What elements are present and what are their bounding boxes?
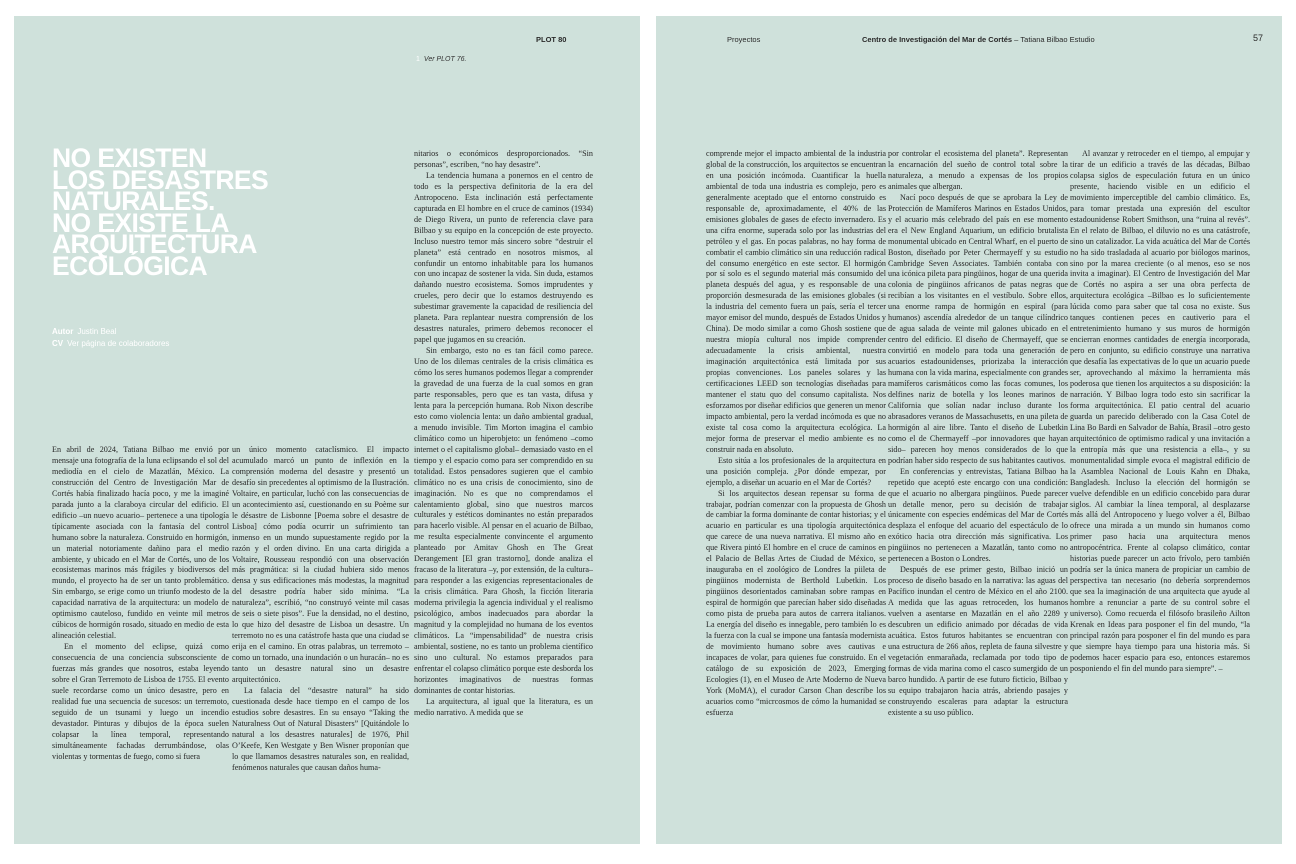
paragraph: Si los arquitectos desean repensar su forma de trabajar, podrían comenzar con la propuesta de Ghosh de cambiar la forma dominante de contar historias; y el acuario en particular es una tipología arquitectónica que carece de una nueva narrativa. El mismo año en que Rivera pintó El hombre en el cruce de caminos en el Palacio de Bellas Artes de Ciudad de México, se inauguraba en el zoológico de Londres la piileta de pingüinos modernista de Berthold Lubetkin. Los pingüinos desorientados caminaban sobre rampas en espiral de hormigón que parecían haber sido diseñadas como pista de prueba para autos de carrera italianos. La energía del diseño es innegable, pero también lo es la fuerza con la cual se impone una fantasía modernista de movimiento humano sobre aves cautivas e incapaces de volar, para quienes fue construido. En el catálogo de su exposición de 2023, Emerging Ecologies (1), en el Museo de Arte Moderno de Nueva York (MoMA), el curador Carson Chan describe los acuarios como “micrcosmos de cómo la humanidad se esfuerza <box>706 488 886 717</box>
cv-label: CV <box>52 339 64 348</box>
section-label: Proyectos <box>727 35 761 44</box>
author-name: Justin Beal <box>77 327 117 336</box>
paragraph: Esto sitúa a los profesionales de la arquitectura en una posición compleja. ¿Por dónde empezar, por ejemplo, a diseñar un acuario en el Mar de Cortés? <box>706 455 886 487</box>
magazine-reference: PLOT 80 <box>536 35 567 44</box>
title-line: NO EXISTE LA <box>52 207 229 238</box>
paragraph: nitarios o económicos desproporcionados. “Sin personas”, escriben, “no hay desastre”. <box>414 149 593 169</box>
header-separator: – <box>1014 35 1019 44</box>
cv-text: Ver página de colaboradores <box>67 339 170 348</box>
paragraph: por controlar el ecosistema del planeta”. Representan la encarnación del sueño de control total sobre la naturaleza, a menudo a expensas de los propios animales que albergan. <box>888 149 1068 191</box>
title-line: ARQUITECTURA <box>52 229 257 259</box>
paragraph: La tendencia humana a ponernos en el centro de todo es la perspectiva definitoria de la era del Antropoceno. Esta inclinación está perfectamente capturada en El hombre en el cruce de caminos (1934) de Diego Rivera, un punto de referencia clave para Bilbao y su equipo en la concepción de este proyecto. Incluso nuestro temor más sincero sobre “destruir el planeta” está centrado en nosotros mismos, al confundir un entorno inhabitable para los humanos con uno incapaz de sostener la vida. Sin duda, estamos dañando nuestro ecosistema. Somos imprudentes y crueles, pero decir que lo estamos destruyendo es subestimar gravemente la capacidad de resiliencia del planeta. Para replantear nuestra comprensión de los desastres naturales, primero debemos reconocer el papel que jugamos en su creación. <box>414 170 593 345</box>
paragraph: En el momento del eclipse, quizá como consecuencia de una conciencia subsconsciente de fuerzas más grandes que nosotros, estaba leyendo sobre el Gran Terremoto de Lisboa de 1755. El evento suele recordarse como un único desastre, pero en realidad fue una secuencia de sucesos: un terremoto, seguido de un tsunami y luego un incendio devastador. Pinturas y dibujos de la época suelen colapsar la línea temporal, representando simultáneamente fachadas derrumbándose, olas violentas y tormentas de fuego, como si fuera <box>52 642 229 761</box>
title-line: ECOLÓGICA <box>52 250 208 281</box>
studio-name: Tatiana Bilbao Estudio <box>1020 35 1095 44</box>
author-line <box>52 327 116 336</box>
footnote-text: Ver PLOT 76. <box>423 56 467 63</box>
paragraph: En abril de 2024, Tatiana Bilbao me envió por mensaje una fotografía de la luna eclipsando el sol del mediodía en el cielo de Mazatlán, México. La construcción del Centro de Investigación Mar de Cortés había finalizado hacía poco, y me la imaginé parada junto a la claraboya circular del edificio. El edificio –un nuevo acuario– pertenece a una tipología típicamente asociada con la fantasía del control humano sobre la naturaleza. Construido en hormigón, un material notoriamente dañino para el medio ambiente, y ubicado en el Mar de Cortés, uno de los ecosistemas marinos más frágiles y biodiversos del mundo, el proyecto ha de ser un tanto problemático. Sin embargo, se erige como un triunfo modesto de la capacidad narrativa de la arquitectura: un modelo de optimismo cauteloso, fundido en veinte mil metros cúbicos de hormigón rosado, situado en medio de esta alineación celestial. <box>52 445 229 641</box>
paragraph: La arquitectura, al igual que la literatura, es un medio narrativo. A medida que se <box>414 696 593 717</box>
project-title: Centro de Investigación del Mar de Cortés <box>862 35 1013 44</box>
paragraph: Después de ese primer gesto, Bilbao inició un proceso de diseño basado en la narrativa: las aguas del Pacífico inundan el centro de México en el año 2100. A medida que las aguas retroceden, los humanos vuelven a asentarse en Mazatlán en el año 2289 y descubren un edificio animado por décadas de vida acuática. Estos futuros habitantes se encuentran con una estructura de 266 años, repleta de fauna silvestre y vegetación enmarañada, reclamada por todo tipo de formas de vida marina como el casco sumergido de un barco hundido. A partir de ese futuro ficticio, Bilbao y su equipo trabajaron hacia atrás, abriendo pasajes y construyendo escaleras para adaptar la estructura existente a su uso público. <box>888 565 1068 717</box>
author-label: Autor <box>52 327 74 336</box>
title-line: NATURALES. <box>52 186 215 216</box>
right-column-3 <box>1070 149 1250 841</box>
paragraph: La falacia del “desastre natural” ha sido cuestionada desde hace tiempo en el campo de los estudios sobre desastres. En su ensayo “Taking the Naturalness Out of Natural Disasters” [Quitándole lo natural a los desastres naturales] de 1976, Phil O’Keefe, Ken Westgate y Ben Wisner proponían que lo que llamamos desastres naturales son, en realidad, fenómenos naturales que causan daños huma- <box>232 685 409 772</box>
left-page <box>14 16 640 844</box>
paragraph: Sin embargo, esto no es tan fácil como parece. Uno de los dilemas centrales de la crisis climática es cómo los seres humanos podemos llegar a comprender la gravedad de una fuerza de la cual somos en gran parte responsables, pero que es tan vasta, difusa y lenta para la percepción humana. Rob Nixon describe esto como violencia lenta: un daño ambiental gradual, a menudo invisible. Tim Morton imagina el cambio climático como un hiperobjeto: un fenómeno –como internet o el capitalismo global– demasiado vasto en el tiempo y el espacio como para ser comprendido en su totalidad. Estos pensadores sugieren que el cambio climático no es una crisis de conocimiento, sino de imaginación. No es que no comprendamos el calentamiento global, sino que nuestros marcos culturales y estéticos dominantes no están preparados para hacerlo visible. Al pensar en el acuario de Bilbao, me resulta especialmente convincente el argumento planteado por Amitav Ghosh en The Great Derangement [El gran trastorno], donde analiza el fracaso de la literatura –y, por extensión, de la cultura– para responder a las exigencias representacionales de la crisis climática. Para Ghosh, la ficción literaria moderna privilegia la agencia individual y el realismo psicológico, ambos inadecuados para abordar la magnitud y la complejidad no humana de los eventos climáticos. La “impensabilidad” de nuestra crisis ambiental, sostiene, no es tanto un problema científico sino uno cultural. No estamos preparados para enfrentar el colapso climático porque este desborda los horizontes imaginativos de nuestras formas dominantes de contar historias. <box>414 346 593 695</box>
right-page <box>656 16 1282 844</box>
left-column-1 <box>52 445 229 840</box>
page-number: 57 <box>1253 33 1264 43</box>
paragraph: un único momento cataclísmico. El impacto acumulado marcó un punto de inflexión en la comprensión moderna del desastre y presentó un desafío sin precedentes al optimismo de la Ilustración. Voltaire, en particular, luchó con las consecuencias de un acontecimiento así, cuestionando en su Poème sur le désastre de Lisbonne [Poema sobre el desastre de Lisboa] cómo podía ocurrir un sufrimiento tan inmenso en un mundo supuestamente regido por la razón y el orden divino. En una carta dirigida a Voltaire, Rousseau respondió con una observación más pragmática: si la ciudad hubiera sido menos densa y sus edificaciones más modestas, la magnitud del desastre podría haber sido mínima. “La naturaleza”, escribió, “no construyó veinte mil casas de seis o siete pisos”. Fue la densidad, no el destino, lo que hizo del desastre de Lisboa un desastre. Un terremoto no es una catástrofe hasta que una ciudad se erija en el camino. En otras palabras, un terremoto –como un tornado, una inundación o un huracán– no es tanto un desastre natural sino un desastre arquitectónico. <box>232 445 409 685</box>
paragraph: Nací poco después de que se aprobara la Ley de Protección de Mamíferos Marinos en Estados Unidos, y el acuario más celebrado del país en ese momento era el New England Aquarium, un edificio brutalista monumental ubicado en Central Wharf, en el puerto de Boston, diseñado por Peter Chermayeff y su estudio Cambridge Seven Associates. También contaba con una icónica pileta para pingüinos, hogar de una querida colonia de pingüinos africanos de patas negras que recibían a los visitantes en el vestíbulo. Sobre ellos, una enorme rampa de hormigón en espiral (para humanos) ascendía alrededor de un tanque cilíndrico de agua salada de veinte mil galones ubicado en el centro del edificio. El diseño de Chermayeff, que se convirtió en modelo para toda una generación de acuarios estadounidenses, priorizaba la interacción humana con la vida marina, especialmente con grandes mamíferos carismáticos como las focas comunes, los delfines nariz de botella y los leones marinos de California que solían nadar incluso durante los abrasadores veranos de Massachusetts, en una pileta de hormigón al aire libre. Tanto el diseño de Lubetkin como el de Chermayeff –por innovadores que hayan sido– parecen hoy menos considerados de lo que podrían haber sido respecto de sus habitantes cautivos. <box>888 192 1068 465</box>
cv-line <box>52 339 169 348</box>
footnote <box>416 56 466 63</box>
right-column-1 <box>706 149 886 841</box>
paragraph: En conferencias y entrevistas, Tatiana Bilbao ha repetido que aceptó este encargo con una condición: que el acuario no albergara pingüinos. Puede parecer un detalle menor, pero su decisión de trabajar únicamente con especies endémicas del Mar de Cortés desplaza el enfoque del acuario del espectáculo de lo exótico hacia otra dirección más significativa. Los pingüinos no pertenecen a Mazatlán, tanto como no pertenecen a Boston o Londres. <box>888 466 1068 564</box>
running-header <box>862 35 1095 44</box>
title-line: LOS DESASTRES <box>52 164 269 195</box>
title-line: NO EXISTEN <box>52 143 207 173</box>
footnote-number: 1 <box>416 56 420 63</box>
left-column-2 <box>232 445 409 840</box>
paragraph: Al avanzar y retroceder en el tiempo, al empujar y tirar de un edificio a través de las décadas, Bilbao colapsa siglos de especulación futura en un único presente, haciendo visible en un edificio el movimiento imperceptible del cambio climático. Es, para tomar prestada una expresión del escultor estadounidense Robert Smithson, una “ruina al revés”. En el relato de Bilbao, el diluvio no es una catástrofe, sino un catalizador. La vida acuática del Mar de Cortés no ha sido trasladada al acuario por biólogos marinos, sino por la marea creciente (o al menos, eso se nos invita a imaginar). El Centro de Investigación del Mar de Cortés no aspira a ser una obra perfecta de arquitectura ecológica –Bilbao es lo suficientemente lúcida como para saber que tal cosa no existe. Sus tanques contienen peces en cautiverio para el entretenimiento humano y sus muros de hormigón encierran enormes cantidades de energía incorporada, pero en conjunto, su edificio construye una narrativa que desafía las expectativas de lo que un acuario puede ser, aprovechando al máximo la herramienta más poderosa que tienen los arquitectos a su disposición: la narración. Y Bilbao logra todo esto sin sacrificar la forma arquitectónica. El patio central del acuario guarda un parecido deliberado con la Casa Cotel de Lina Bo Bardi en Salvador de Bahía, Brasil –otro gesto arquitectónico de optimismo radical y una invitación a la entropía más que una resistencia a ella–, y su monumentalidad simple evoca el magistral edificio de la Asamblea Nacional de Louis Kahn en Dhaka, Bangladesh. Incluso la elección del hormigón se vuelve defendible en un edificio concebido para durar siglos. Al cambiar la línea temporal, al desplazarse más allá del Antropoceno y luego volver a él, Bilbao ofrece una mirada a un mundo sin humanos como primer paso hacia una arquitectura menos antropocéntrica. Frente al colapso climático, contar historias puede parecer un acto frívolo, pero también podría ser la única manera de propiciar un cambio de perspectiva tan necesario (no debería sorprendernos que sea la imaginación de una arquitecta que ayude al hombre a renunciar a parte de su control sobre el universo). Como recuerda el filósofo brasileño Ailton Krenak en Ideas para posponer el fin del mundo, “la principal razón para posponer el fin del mundo es para que siempre haya tiempo para una historia más. Si podemos hacer espacio para eso, entonces estaremos posponiendo el fin del mundo para siempre”. – <box>1070 149 1250 673</box>
left-column-3 <box>414 149 593 841</box>
right-column-2 <box>888 149 1068 841</box>
paragraph: comprende mejor el impacto ambiental de la industria global de la construcción, los arquitectos se encuentran en una posición incómoda. Cuantificar la huella ambiental de toda una industria es complejo, pero es generalmente aceptado que el entorno construido es responsable de, aproximadamente, el 40% de las emisiones globales de gases de efecto invernadero. Es una cifra enorme, superada solo por las industrias del petróleo y el gas. En pocas palabras, no hay forma de combatir el cambio climático sin una reducción radical del consumo energético en este sector. El hormigón por sí solo es el segundo material más consumido del planeta después del agua, y es responsable de una proporción desmesurada de las emisiones globales (si la industria del cemento fuera un país, sería el tercer mayor emisor del mundo, después de Estados Unidos y China). De modo similar a como Ghosh sostiene que nuestra miopía cultural nos impide comprender adecuadamente la crisis ambiental, nuestra imaginación arquitectónica está limitada por sus propias convenciones. Los paneles solares y las certificaciones LEED son tecnologías diseñadas para mantener el statu quo del consumo capitalista. Nos esforzamos por diseñar edificios que generen un menor impacto ambiental, pero la verdad incómoda es que no existe tal cosa como la arquitectura ecológica. La mejor forma de preservar el medio ambiente es no construir nada en absoluto. <box>706 149 886 454</box>
article-title <box>52 143 302 281</box>
